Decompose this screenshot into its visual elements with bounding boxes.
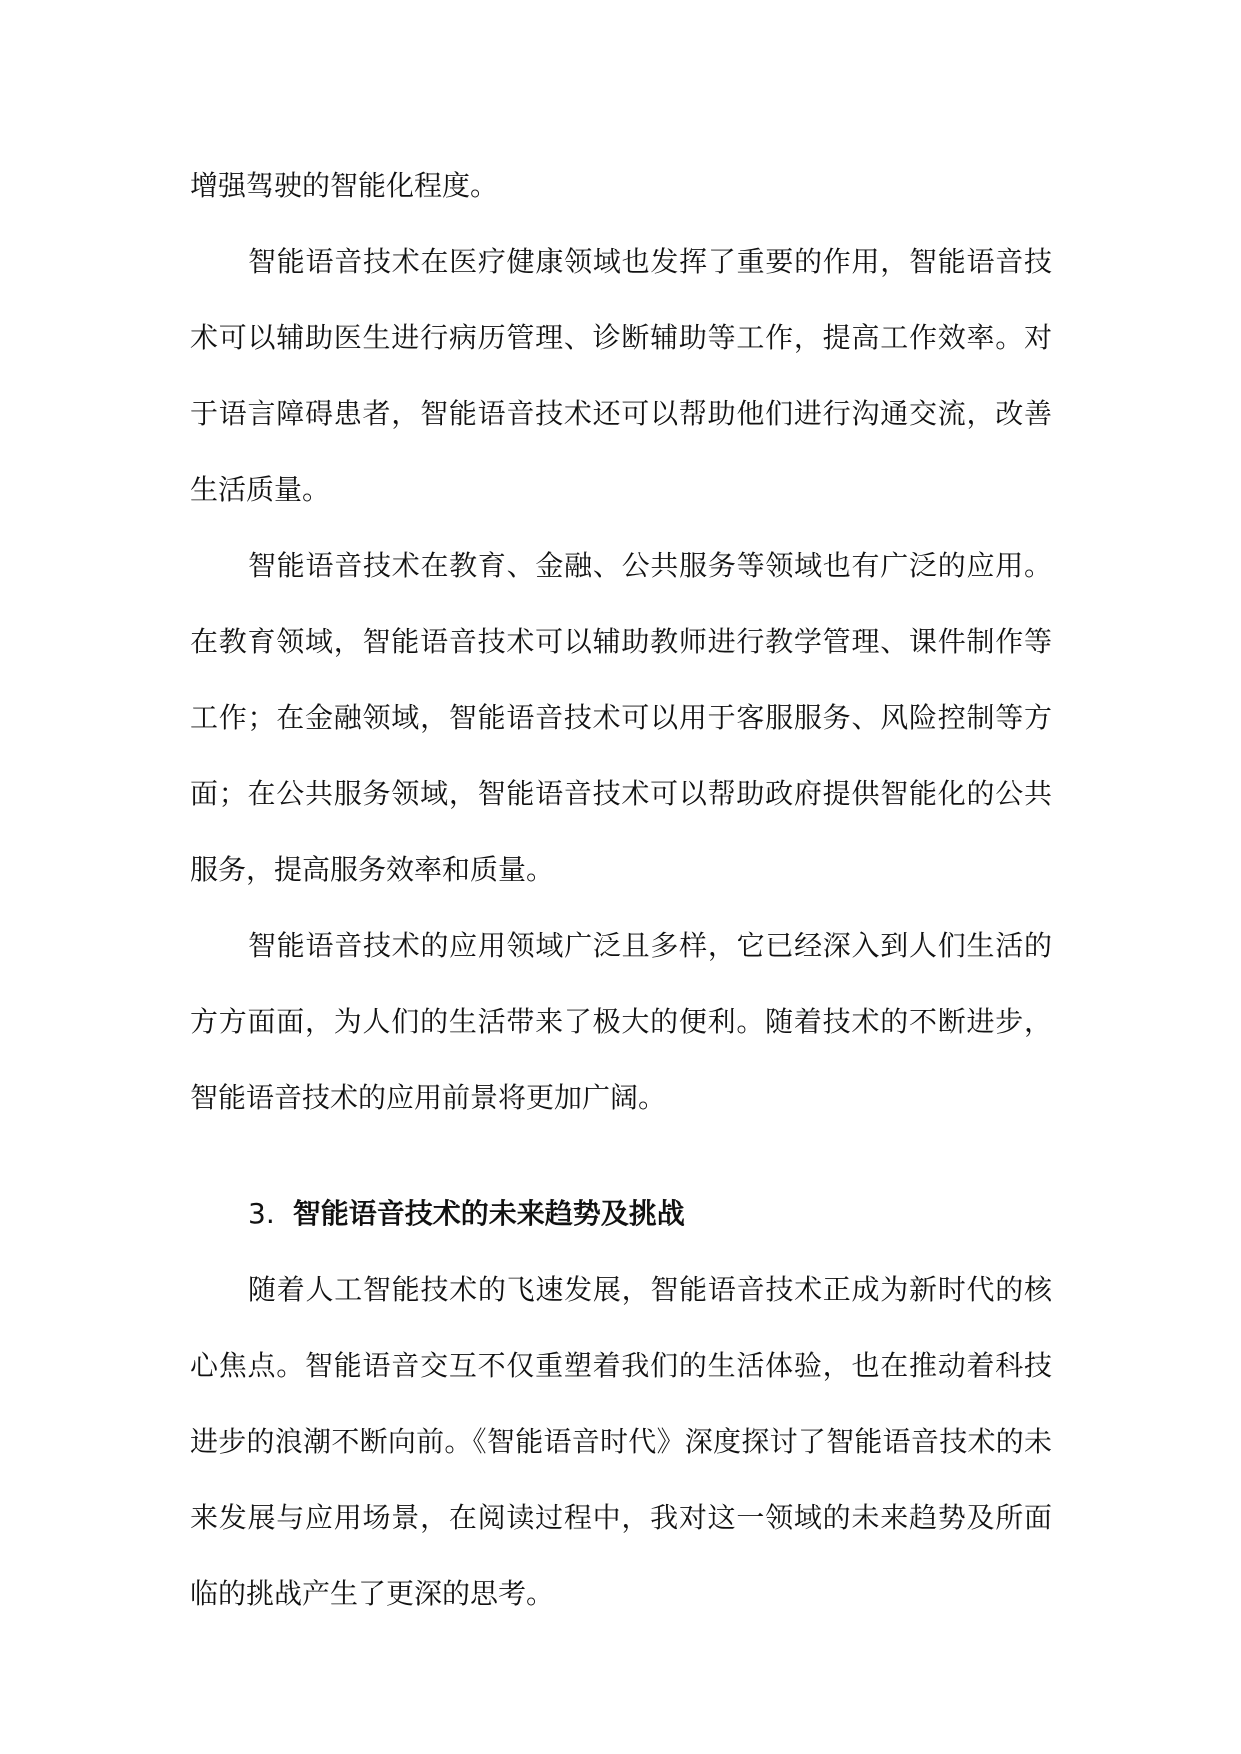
paragraph-1: 增强驾驶的智能化程度。 [190, 169, 499, 202]
document-page [190, 148, 1052, 1632]
paragraph-2: 智能语音技术在医疗健康领域也发挥了重要的作用，智能语音技术可以辅助医生进行病历管理、诊断辅助等工作，提高工作效率。对于语言障碍患者，智能语音技术还可以帮助他们进行沟通交流，改善生活质量。 [190, 245, 1052, 506]
section-title: 智能语音技术的未来趋势及挑战 [292, 1197, 685, 1230]
section-number: 3. [248, 1197, 275, 1230]
paragraph-5: 随着人工智能技术的飞速发展，智能语音技术正成为新时代的核心焦点。智能语音交互不仅重塑着我们的生活体验，也在推动着科技进步的浪潮不断向前。《智能语音时代》深度探讨了智能语音技术的未来发展与应用场景，在阅读过程中，我对这一领域的未来趋势及所面临的挑战产生了更深的思考。 [190, 1273, 1052, 1610]
paragraph-4: 智能语音技术的应用领域广泛且多样，它已经深入到人们生活的方方面面，为人们的生活带来了极大的便利。随着技术的不断进步，智能语音技术的应用前景将更加广阔。 [190, 929, 1052, 1114]
paragraph-3: 智能语音技术在教育、金融、公共服务等领域也有广泛的应用。在教育领域，智能语音技术可以辅助教师进行教学管理、课件制作等工作；在金融领域，智能语音技术可以用于客服服务、风险控制等方面；在公共服务领域，智能语音技术可以帮助政府提供智能化的公共服务，提高服务效率和质量。 [190, 549, 1052, 886]
section-heading [190, 1176, 1052, 1252]
section-gap [190, 1136, 1052, 1176]
